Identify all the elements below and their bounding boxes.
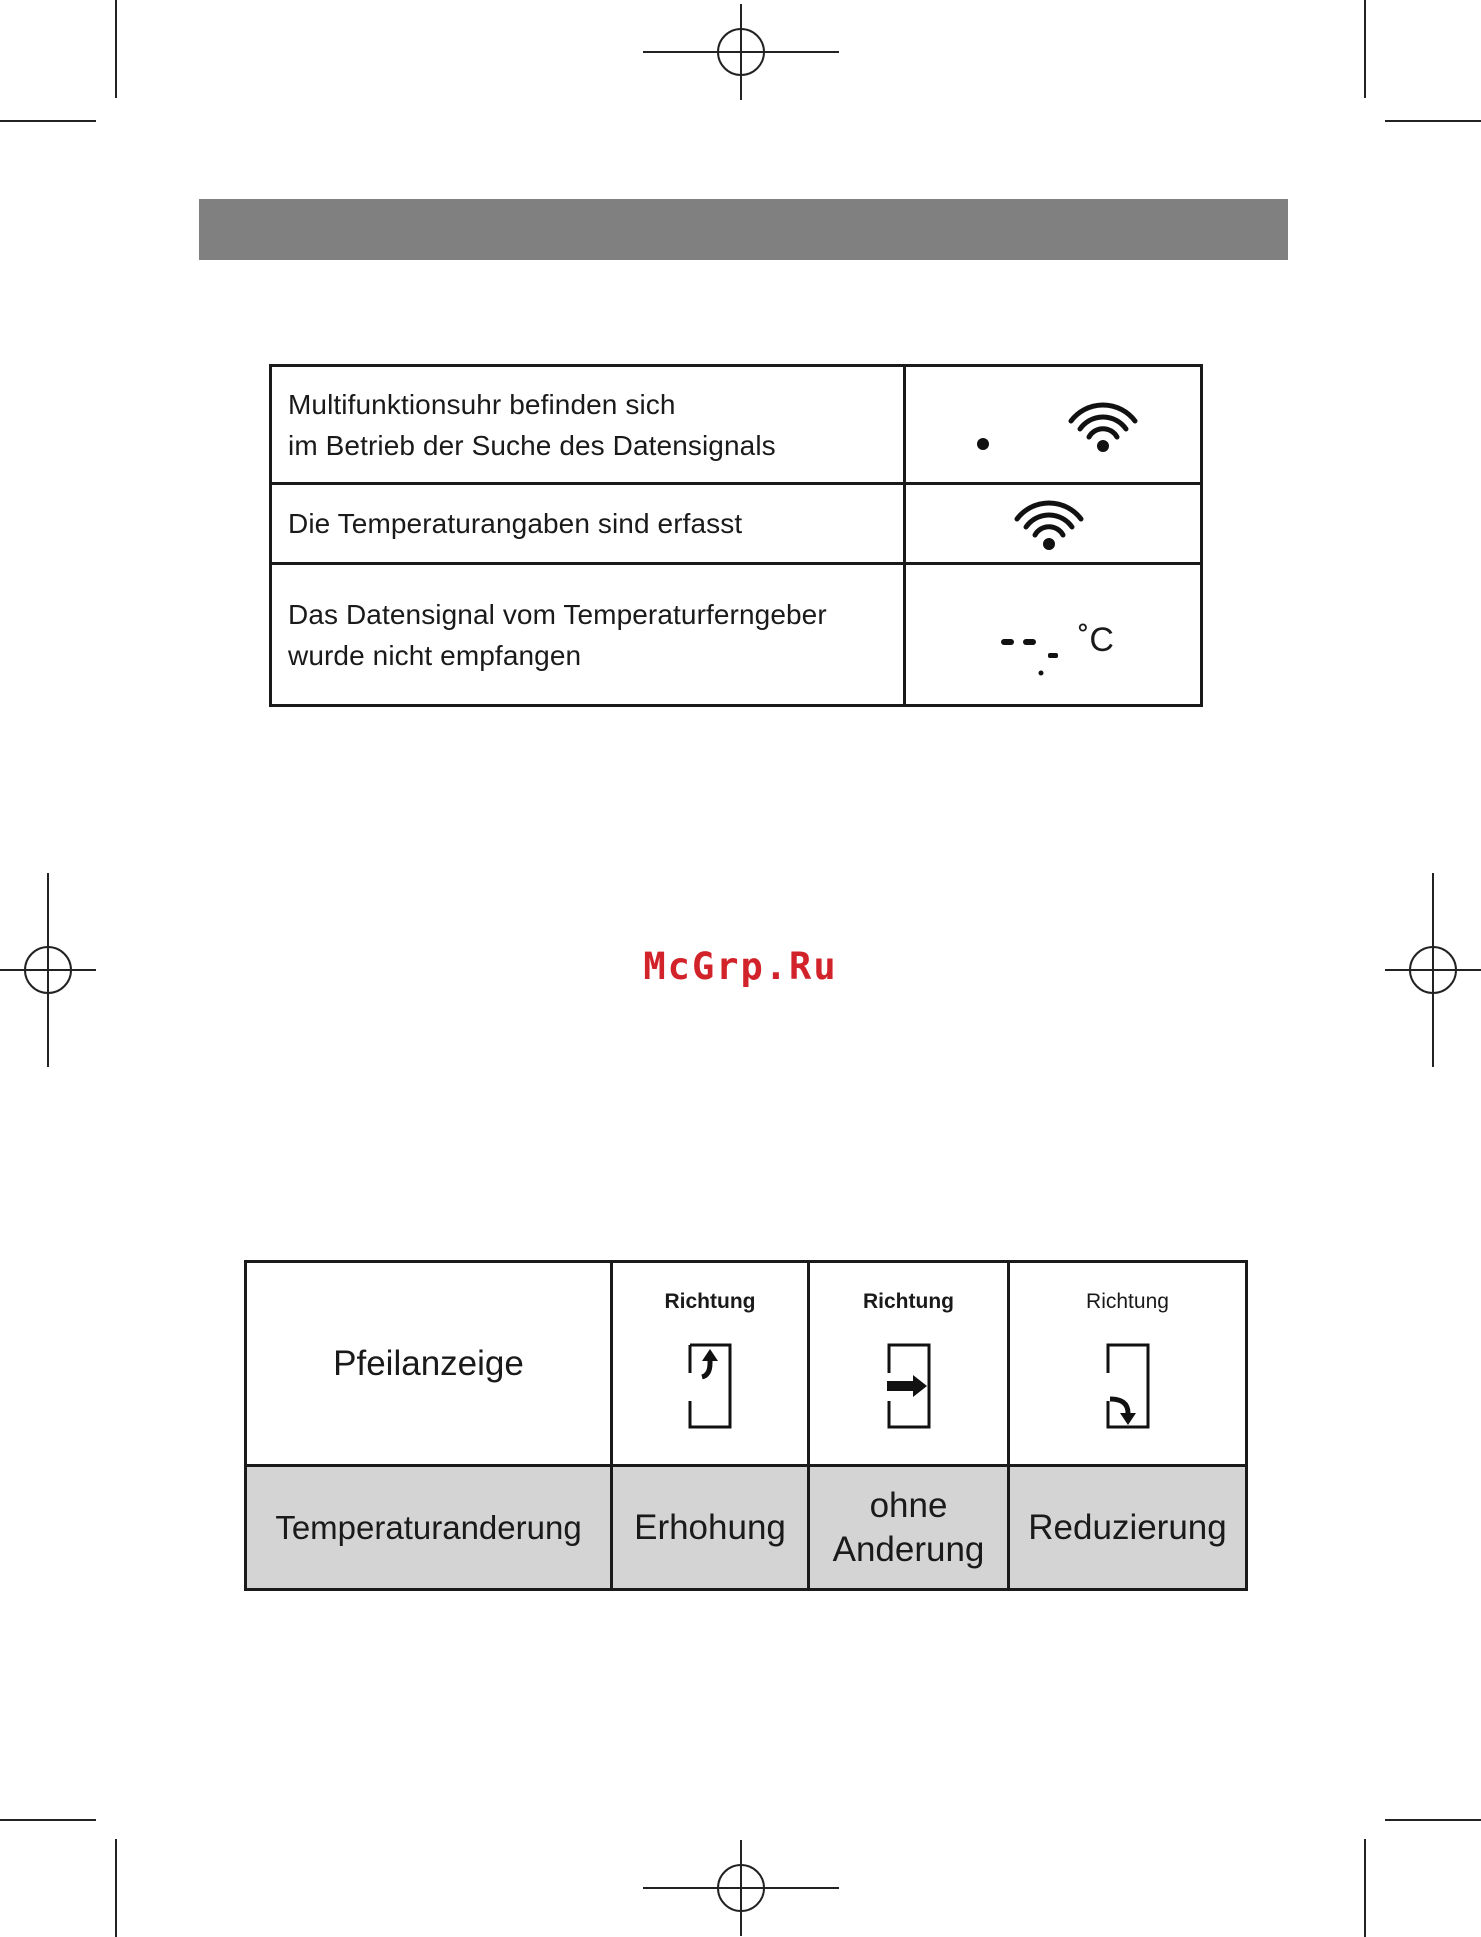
meaning-cell-up [612, 1466, 809, 1590]
arrow-table [244, 1260, 1248, 1591]
dot-icon [976, 437, 990, 451]
status-table [269, 364, 1203, 707]
meaning-header-cell [246, 1466, 612, 1590]
header-bar [199, 199, 1288, 260]
meaning-cell-right [809, 1466, 1009, 1590]
table-row [246, 1262, 1247, 1466]
table-row [271, 366, 1202, 484]
arrow-up-icon [682, 1341, 738, 1433]
meaning-label: ohne [869, 1485, 948, 1525]
status-icon-cell [905, 564, 1202, 706]
meaning-label: Anderung [832, 1529, 985, 1569]
arrow-header-label: Pfeilanzeige [333, 1343, 524, 1383]
meaning-label: Erhohung [634, 1507, 786, 1547]
crop-mark [1385, 1819, 1481, 1821]
arrow-header-cell [246, 1262, 612, 1466]
table-row [246, 1466, 1247, 1590]
crop-mark [0, 120, 96, 122]
registration-mark-top [643, 4, 839, 100]
status-text: Die Temperaturangaben sind erfasst [271, 484, 905, 564]
crop-mark [115, 0, 117, 98]
signal-icon [1067, 397, 1139, 455]
direction-label: Richtung [664, 1290, 756, 1313]
crop-mark [1364, 0, 1366, 98]
table-row [271, 564, 1202, 706]
crop-mark [1364, 1839, 1366, 1937]
registration-mark-bottom [643, 1840, 839, 1936]
dash-display-icon [1001, 633, 1071, 683]
status-text: Multifunktionsuhr befinden sich im Betrieb der Suche des Datensignals [271, 366, 905, 484]
status-icon-cell [905, 484, 1202, 564]
arrow-right-icon [881, 1341, 937, 1433]
meaning-label: Reduzierung [1028, 1507, 1227, 1547]
direction-cell-down [1009, 1262, 1247, 1466]
signal-icon [1013, 495, 1085, 553]
temperature-unit: ˚C [1078, 621, 1114, 659]
crop-mark [115, 1839, 117, 1937]
direction-label: Richtung [1086, 1290, 1169, 1313]
meaning-header-label: Temperaturanderung [275, 1508, 582, 1546]
direction-label: Richtung [863, 1290, 954, 1313]
direction-cell-up [612, 1262, 809, 1466]
crop-mark [0, 1819, 96, 1821]
watermark-text: McGrp.Ru [643, 945, 838, 988]
status-text: Das Datensignal vom Temperaturferngeber wurde nicht empfangen [271, 564, 905, 706]
meaning-cell-down [1009, 1466, 1247, 1590]
direction-cell-right [809, 1262, 1009, 1466]
status-icon-cell [905, 366, 1202, 484]
arrow-down-icon [1100, 1341, 1156, 1433]
crop-mark [1385, 120, 1481, 122]
table-row [271, 484, 1202, 564]
